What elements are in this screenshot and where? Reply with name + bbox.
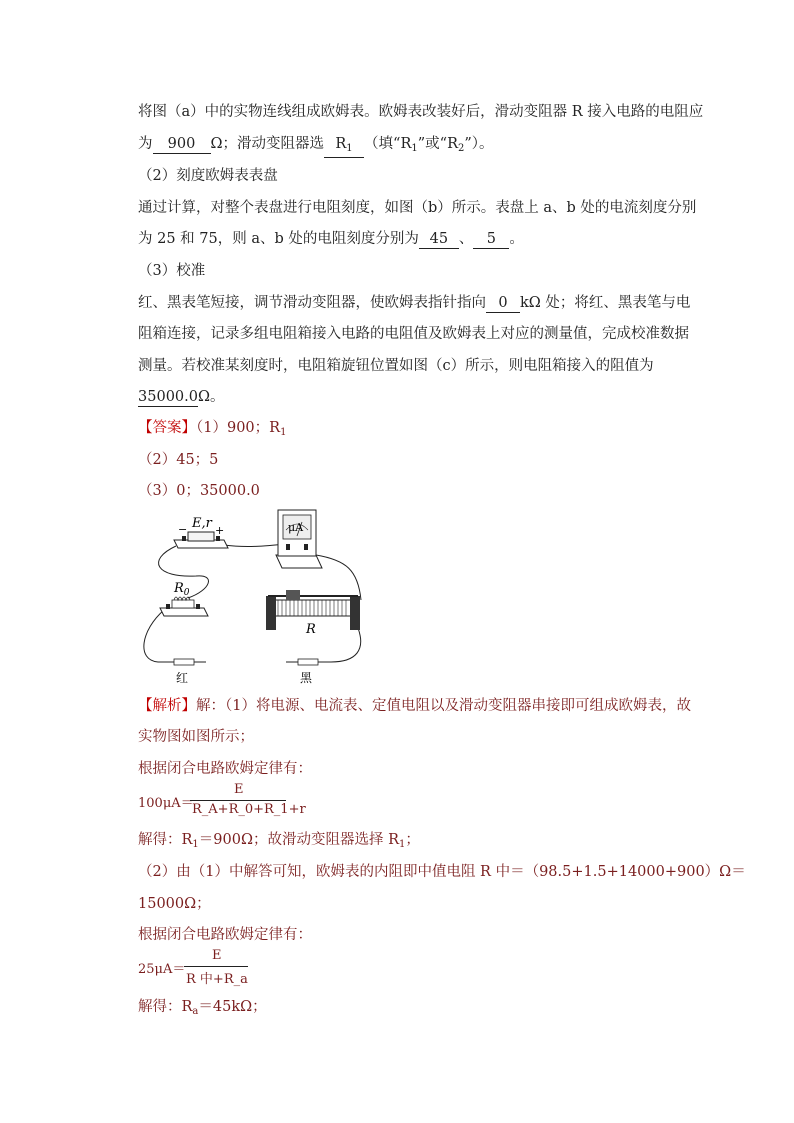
- meter-label: μA: [288, 521, 304, 534]
- q2-heading: （2）刻度欧姆表表盘: [138, 168, 278, 184]
- q3-line4: 35000.0Ω。: [138, 389, 225, 405]
- analysis-line3: 根据闭合电路欧姆定律有：: [138, 761, 312, 777]
- q1-line2-pre: 为: [138, 136, 153, 152]
- blank-zero: 0: [486, 295, 520, 313]
- analysis-line5: 15000Ω；: [138, 896, 211, 912]
- q3-line3: 测量。若校准某刻度时，电阻箱旋钮位置如图（c）所示，则电阻箱接入的阻值为: [138, 358, 654, 374]
- black-probe-label: 黑: [300, 671, 313, 685]
- r0-label: $R_0$: [174, 581, 190, 598]
- fixed-resistor-r0: [160, 597, 208, 616]
- analysis-line6: 根据闭合电路欧姆定律有：: [138, 927, 312, 943]
- eq1-lhs: 100μA＝: [138, 796, 194, 811]
- analysis-line4: （2）由（1）中解答可知，欧姆表的内阻即中值电阻 R 中＝（98.5+1.5+14000+900）Ω＝: [138, 864, 746, 880]
- blank-resistance: 900: [153, 136, 211, 154]
- source-label: E,r: [192, 516, 212, 531]
- rheostat-label: R: [306, 622, 316, 637]
- answer-line1: 【答案】（1）900；$R_1$: [138, 420, 287, 438]
- blank-b: 5: [473, 231, 509, 249]
- analysis-solve1: 解得：$R_1=900\Omega$；故滑动变阻器选择 $R_1$；: [138, 832, 420, 850]
- answer-tag: 【答案】: [138, 420, 196, 436]
- plus-sign: +: [215, 524, 225, 537]
- equation-1: [138, 782, 306, 822]
- wire-rheostat-to-black: [331, 628, 361, 662]
- red-probe: [160, 659, 206, 665]
- analysis-line2: 实物图如图所示；: [138, 729, 254, 745]
- q3-heading: （3）校准: [138, 263, 206, 279]
- black-probe: [286, 659, 331, 665]
- red-probe-label: 红: [176, 671, 189, 685]
- answer-line2: （2）45；5: [138, 452, 219, 468]
- q2-line2: 为 25 和 75，则 a、b 处的电阻刻度分别为 45 、 5 。: [138, 231, 524, 247]
- analysis-line1: 【解析】解：（1）将电源、电流表、定值电阻以及滑动变阻器串接即可组成欧姆表，故: [138, 698, 691, 714]
- eq2-lhs: 25μA＝: [138, 962, 186, 977]
- equation-2: [138, 948, 268, 988]
- wire-r0-to-red: [144, 610, 174, 662]
- answer-line3: （3）0；35000.0: [138, 483, 260, 499]
- q1-line1: 将图（a）中的实物连线组成欧姆表。欧姆表改装好后，滑动变阻器 R 接入电路的电阻应: [138, 104, 704, 120]
- eq1-numerator: E: [234, 782, 244, 797]
- q1-line2-mid: Ω；滑动变阻器选: [210, 136, 325, 152]
- blank-rheostat: $R_1$: [324, 136, 364, 158]
- eq2-denominator: R 中+R_a: [186, 972, 248, 987]
- blank-resistance-box: 35000.0: [138, 389, 198, 405]
- eq2-numerator: E: [212, 948, 222, 963]
- analysis-tag: 【解析】: [138, 698, 196, 714]
- q1-line2: 为 900 Ω；滑动变阻器选 $R_1$ （填“$R_1$”或“$R_2$”）。: [138, 134, 494, 159]
- wire-meter-to-rheostat: [316, 555, 361, 600]
- eq1-denominator: R_A+R_0+R_1+r: [192, 802, 306, 817]
- minus-sign: −: [178, 523, 188, 536]
- q3-line2: 阻箱连接，记录多组电阻箱接入电路的电阻值及欧姆表上对应的测量值，完成校准数据: [138, 326, 689, 342]
- circuit-figure: [136, 500, 396, 685]
- wire-source-to-meter: [224, 544, 286, 547]
- analysis-solve2: 解得：$R_a=45k\Omega$；: [138, 999, 267, 1017]
- q2-line1: 通过计算，对整个表盘进行电阻刻度，如图（b）所示。表盘上 a、b 处的电流刻度分别: [138, 200, 697, 216]
- blank-a: 45: [419, 231, 459, 249]
- microammeter: [276, 510, 322, 568]
- q3-line1: 红、黑表笔短接，调节滑动变阻器，使欧姆表指针指向 0 kΩ 处；将红、黑表笔与电: [138, 295, 691, 311]
